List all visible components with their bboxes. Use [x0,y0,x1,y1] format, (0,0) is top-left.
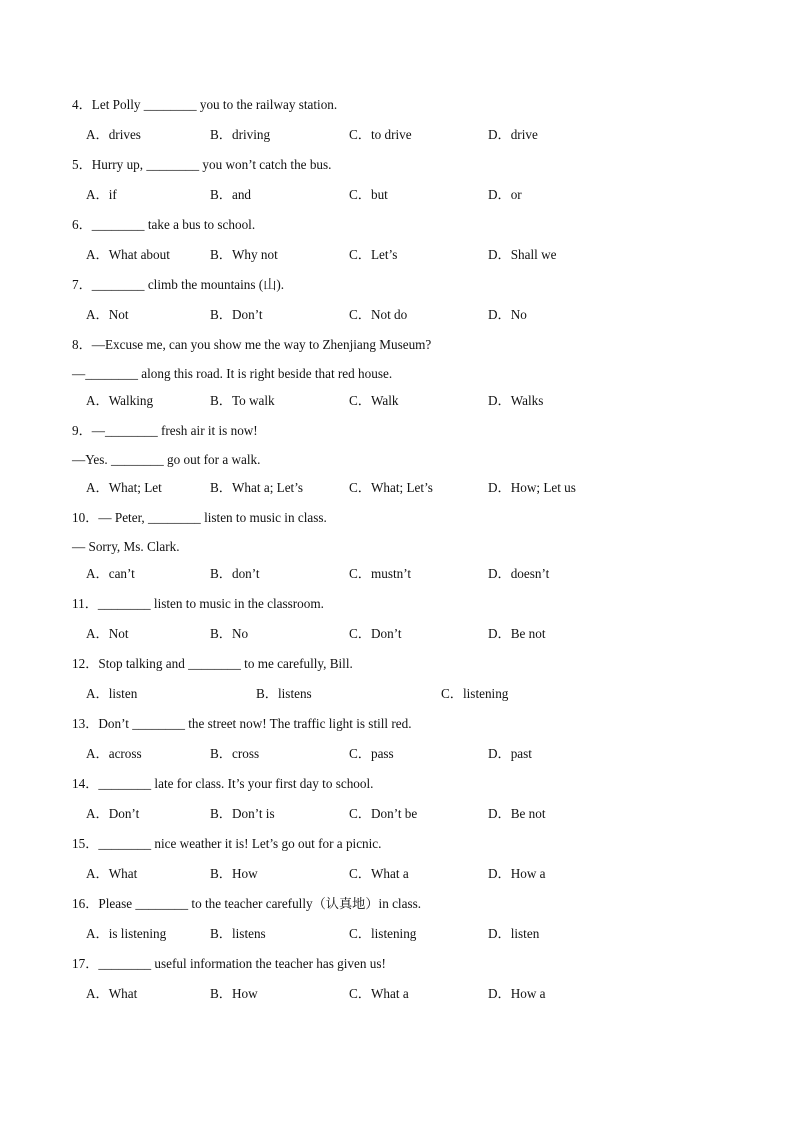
answer-option[interactable]: C．Walk [349,393,399,408]
question-stem: 5．Hurry up, ________ you won’t catch the bus. [72,157,332,172]
question-stem: 11．________ listen to music in the classroom. [72,596,324,611]
answer-option[interactable]: A．can’t [86,566,135,581]
answer-option[interactable]: B．listens [210,926,266,941]
question-stem-continued: —Yes. ________ go out for a walk. [72,452,261,467]
answer-option[interactable]: A．What [86,866,138,881]
answer-option[interactable]: A．Not [86,307,129,322]
answer-option[interactable]: C．Let’s [349,247,398,262]
answer-option[interactable]: D．Be not [488,806,546,821]
answer-option[interactable]: B．Don’t [210,307,263,322]
answer-option[interactable]: D．How a [488,866,546,881]
answer-option[interactable]: D．drive [488,127,538,142]
answer-option[interactable]: B．Why not [210,247,278,262]
answer-option[interactable]: D．How; Let us [488,480,576,495]
answer-option[interactable]: C．What; Let’s [349,480,433,495]
question-stem: 13．Don’t ________ the street now! The traffic light is still red. [72,716,412,731]
answer-option[interactable]: C．What a [349,986,409,1001]
answer-option[interactable]: B．What a; Let’s [210,480,304,495]
answer-option[interactable]: D．No [488,307,527,322]
question-stem: 6．________ take a bus to school. [72,217,256,232]
answer-option[interactable]: B．How [210,986,258,1001]
answer-option[interactable]: B．To walk [210,393,275,408]
answer-option[interactable]: A．What; Let [86,480,162,495]
question-stem: 16．Please ________ to the teacher carefully（认真地）in class. [72,896,422,911]
answer-option[interactable]: C．listening [349,926,417,941]
answer-option[interactable]: B．and [210,187,252,202]
answer-option[interactable]: D．How a [488,986,546,1001]
question-stem: 17．________ useful information the teacher has given us! [72,956,386,971]
answer-option[interactable]: D．past [488,746,532,761]
answer-option[interactable]: D．Walks [488,393,544,408]
question-stem: 8．—Excuse me, can you show me the way to Zhenjiang Museum? [72,337,432,352]
question-stem-continued: — Sorry, Ms. Clark. [72,539,180,554]
question-stem: 9．—________ fresh air it is now! [72,423,258,438]
answer-option[interactable]: B．cross [210,746,260,761]
answer-option[interactable]: B．No [210,626,249,641]
answer-option[interactable]: C．to drive [349,127,412,142]
answer-option[interactable]: D．doesn’t [488,566,550,581]
answer-option[interactable]: B．listens [256,686,312,701]
answer-option[interactable]: C．Don’t [349,626,402,641]
answer-option[interactable]: B．Don’t is [210,806,275,821]
answer-option[interactable]: A．Not [86,626,129,641]
question-stem: 14．________ late for class. It’s your first day to school. [72,776,374,791]
question-stem: 4．Let Polly ________ you to the railway station. [72,97,338,112]
answer-option[interactable]: A．What about [86,247,170,262]
answer-option[interactable]: B．don’t [210,566,260,581]
answer-option[interactable]: C．listening [441,686,509,701]
answer-option[interactable]: A．What [86,986,138,1001]
answer-option[interactable]: C．but [349,187,388,202]
answer-option[interactable]: A．Walking [86,393,154,408]
answer-option[interactable]: D．listen [488,926,540,941]
answer-option[interactable]: A．listen [86,686,138,701]
answer-option[interactable]: A．across [86,746,142,761]
question-stem: 7．________ climb the mountains (山). [72,277,285,292]
answer-option[interactable]: A．if [86,187,117,202]
answer-option[interactable]: C．Not do [349,307,408,322]
answer-option[interactable]: D．Be not [488,626,546,641]
answer-option[interactable]: A．drives [86,127,141,142]
question-stem: 15．________ nice weather it is! Let’s go out for a picnic. [72,836,382,851]
answer-option[interactable]: C．mustn’t [349,566,412,581]
answer-option[interactable]: C．Don’t be [349,806,418,821]
answer-option[interactable]: C．What a [349,866,409,881]
question-stem: 12．Stop talking and ________ to me carefully, Bill. [72,656,353,671]
answer-option[interactable]: C．pass [349,746,394,761]
answer-option[interactable]: D．or [488,187,522,202]
question-stem-continued: —________ along this road. It is right beside that red house. [72,366,393,381]
answer-option[interactable]: B．driving [210,127,271,142]
answer-option[interactable]: A．is listening [86,926,167,941]
answer-option[interactable]: B．How [210,866,258,881]
answer-option[interactable]: D．Shall we [488,247,557,262]
question-stem: 10．— Peter, ________ listen to music in class. [72,510,327,525]
answer-option[interactable]: A．Don’t [86,806,140,821]
